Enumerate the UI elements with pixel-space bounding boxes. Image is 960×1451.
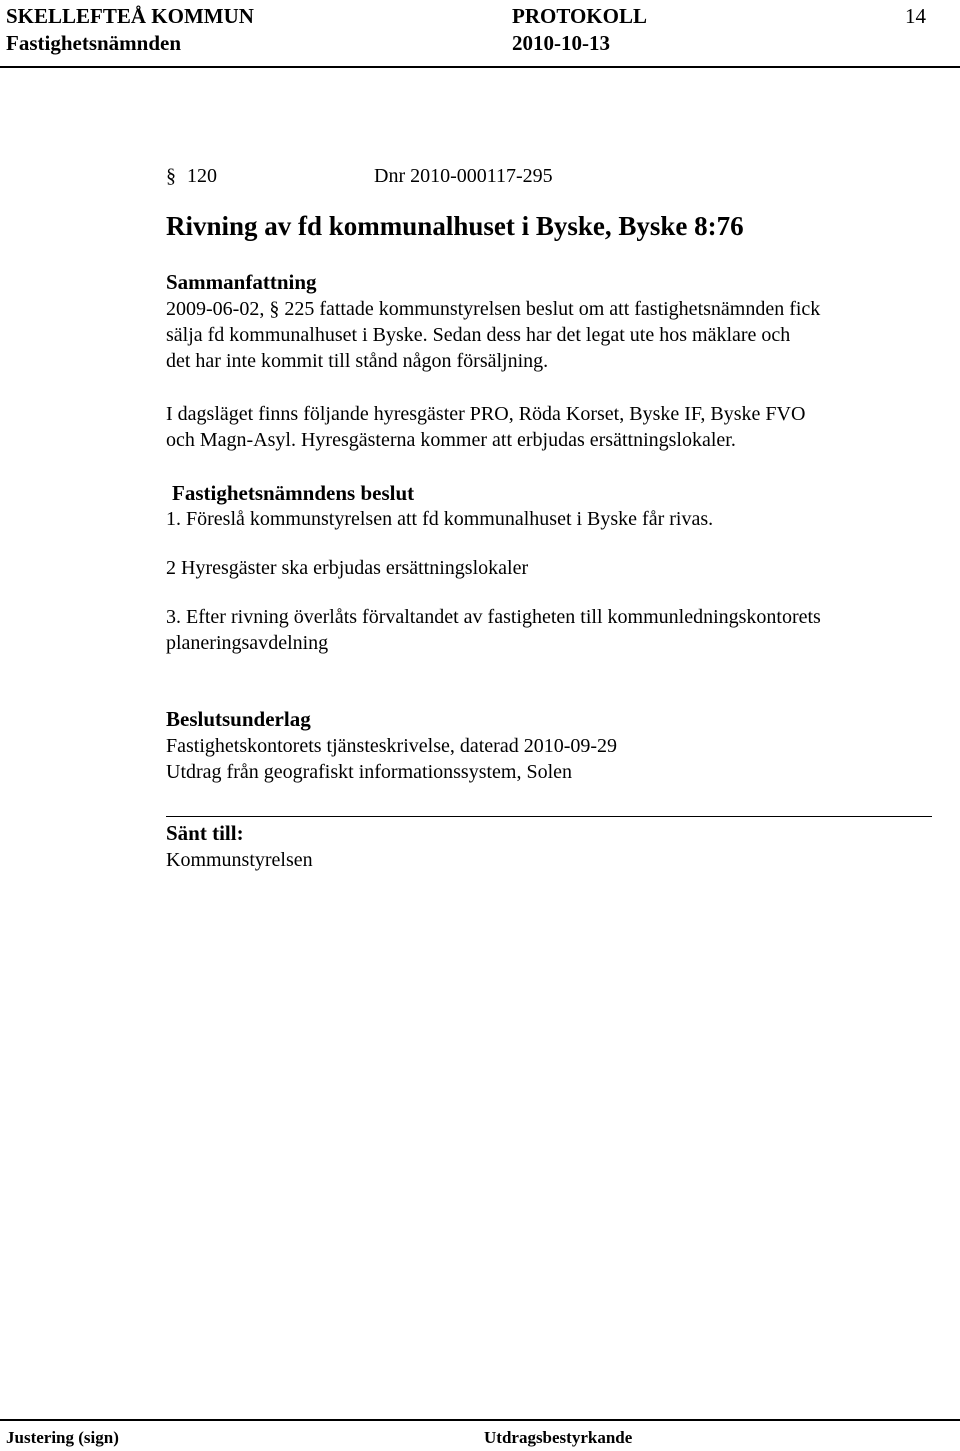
- header-committee: Fastighetsnämnden: [6, 31, 182, 55]
- decision-heading: Fastighetsnämndens beslut: [172, 481, 415, 505]
- decision-item-1: 1. Föreslå kommunstyrelsen att fd kommunalhuset i Byske får rivas.: [166, 508, 714, 530]
- decision-item-2: 2 Hyresgäster ska erbjudas ersättningslokaler: [166, 557, 529, 579]
- separator-line: [166, 816, 932, 817]
- header-date: 2010-10-13: [512, 31, 610, 55]
- summary-line: och Magn-Asyl. Hyresgästerna kommer att erbjudas ersättningslokaler.: [166, 429, 736, 451]
- footer-utdragsbestyrkande: Utdragsbestyrkande: [484, 1428, 633, 1447]
- decision-line: 3. Efter rivning överlåts förvaltandet av fastigheten till kommunledningskontorets: [166, 606, 821, 628]
- summary-line: I dagsläget finns följande hyresgäster PRO, Röda Korset, Byske IF, Byske FVO: [166, 403, 806, 425]
- summary-heading: Sammanfattning: [166, 270, 317, 294]
- header-doc-type: PROTOKOLL: [512, 4, 647, 28]
- footer-justering: Justering (sign): [6, 1428, 119, 1447]
- summary-paragraph-1: [166, 296, 906, 374]
- decision-line: planeringsavdelning: [166, 632, 329, 654]
- summary-line: det har inte kommit till stånd någon försäljning.: [166, 350, 549, 372]
- summary-paragraph-2: [166, 401, 906, 453]
- dnr: Dnr 2010-000117-295: [374, 165, 553, 187]
- section-sign: §: [166, 165, 176, 187]
- sent-to-recipient: Kommunstyrelsen: [166, 849, 313, 871]
- basis-heading: Beslutsunderlag: [166, 707, 311, 731]
- paragraph-number: 120: [187, 165, 217, 187]
- basis-item: Utdrag från geografiskt informationssystem, Solen: [166, 761, 573, 783]
- basis-list: [166, 733, 906, 785]
- summary-line: 2009-06-02, § 225 fattade kommunstyrelsen beslut om att fastighetsnämnden fick: [166, 298, 821, 320]
- page-title: Rivning av fd kommunalhuset i Byske, Byske 8:76: [166, 211, 744, 241]
- sent-to-heading: Sänt till:: [166, 821, 244, 845]
- basis-item: Fastighetskontorets tjänsteskrivelse, daterad 2010-09-29: [166, 735, 618, 757]
- footer-rule: [0, 1419, 960, 1421]
- paragraph-number-line: [166, 163, 217, 189]
- decision-item-3: [166, 604, 906, 656]
- header-rule: [0, 66, 960, 68]
- page-number: 14: [905, 4, 926, 28]
- summary-line: sälja fd kommunalhuset i Byske. Sedan dess har det legat ute hos mäklare och: [166, 324, 791, 346]
- header-org: SKELLEFTEÅ KOMMUN: [6, 4, 254, 28]
